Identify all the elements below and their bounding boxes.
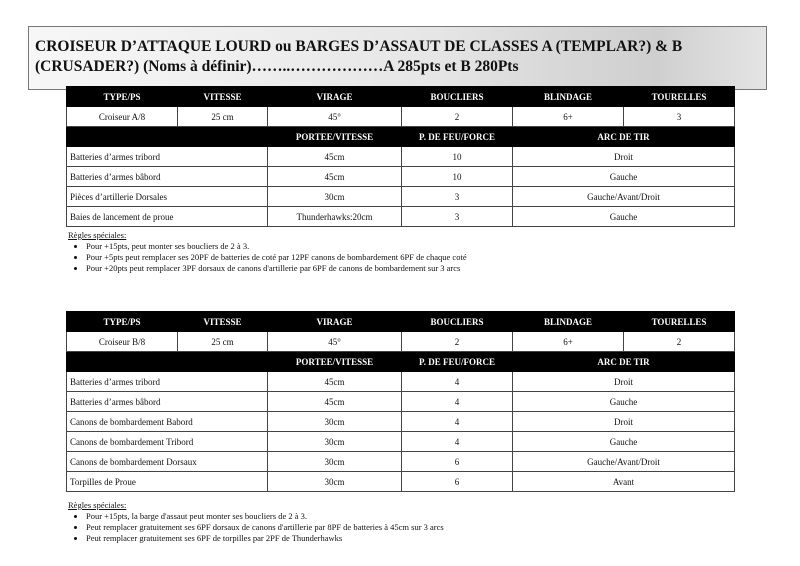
header-turrets: TOURELLES (624, 87, 735, 107)
weapon-firepower: 6 (402, 472, 513, 492)
weapon-name: Canons de bombardement Tribord (67, 432, 268, 452)
ship-a-weapon-header-row (67, 127, 735, 147)
weapon-arc: Gauche/Avant/Droit (513, 452, 735, 472)
weapon-arc: Gauche/Avant/Droit (513, 187, 735, 207)
ship-b-weapon-header-row (67, 352, 735, 372)
weapon-arc: Droit (513, 372, 735, 392)
weapon-row (67, 147, 735, 167)
header-armour: BLINDAGE (513, 312, 624, 332)
weapon-range: 30cm (268, 412, 402, 432)
rule-item: • Peut remplacer gratuitement ses 6PF dorsaux de canons d'artillerie par 8PF de batteries à 45cm sur 3 arcs (86, 522, 444, 533)
header-shields: BOUCLIERS (402, 87, 513, 107)
ship-b-stat-row (67, 332, 735, 352)
header-arc: ARC DE TIR (513, 127, 735, 147)
stat-speed: 25 cm (178, 107, 268, 127)
rules-list (68, 241, 467, 274)
weapon-row (67, 167, 735, 187)
weapon-name: Batteries d’armes bâbord (67, 167, 268, 187)
stat-turrets: 2 (624, 332, 735, 352)
weapon-range: 45cm (268, 147, 402, 167)
weapon-name: Pièces d’artillerie Dorsales (67, 187, 268, 207)
title-line-1: CROISEUR D’ATTAQUE LOURD ou BARGES D’ASSAUT DE CLASSES A (TEMPLAR?) & B (35, 38, 683, 55)
weapon-range: 30cm (268, 187, 402, 207)
header-turn: VIRAGE (268, 312, 402, 332)
weapon-range: 45cm (268, 392, 402, 412)
header-shields: BOUCLIERS (402, 312, 513, 332)
weapon-row (67, 412, 735, 432)
stat-turn: 45° (268, 332, 402, 352)
weapon-name: Batteries d’armes tribord (67, 372, 268, 392)
header-arc: ARC DE TIR (513, 352, 735, 372)
weapon-firepower: 10 (402, 167, 513, 187)
rules-title: Règles spéciales: (68, 230, 127, 240)
weapon-range: 30cm (268, 452, 402, 472)
rule-item: • Pour +15pts, peut monter ses boucliers de 2 à 3. (86, 241, 467, 252)
weapon-arc: Gauche (513, 207, 735, 227)
weapon-row (67, 207, 735, 227)
stat-turn: 45° (268, 107, 402, 127)
weapon-name: Canons de bombardement Babord (67, 412, 268, 432)
stat-type: Croiseur B/8 (67, 332, 178, 352)
rules-title: Règles spéciales: (68, 500, 127, 510)
title-line-2: (CRUSADER?) (Noms à définir)……..………………A 285pts et B 280Pts (35, 58, 519, 75)
stat-armour: 6+ (513, 332, 624, 352)
weapon-row (67, 472, 735, 492)
weapon-firepower: 3 (402, 207, 513, 227)
header-armour: BLINDAGE (513, 87, 624, 107)
weapon-arc: Gauche (513, 167, 735, 187)
weapon-range: 45cm (268, 167, 402, 187)
ship-a-stat-row (67, 107, 735, 127)
header-blank (67, 127, 268, 147)
ship-a-special-rules (68, 230, 467, 274)
stat-type: Croiseur A/8 (67, 107, 178, 127)
ship-b-stat-header-row (67, 312, 735, 332)
ship-b-special-rules (68, 500, 444, 544)
header-firepower: P. DE FEU/FORCE (402, 352, 513, 372)
weapon-row (67, 452, 735, 472)
weapon-arc: Droit (513, 412, 735, 432)
header-firepower: P. DE FEU/FORCE (402, 127, 513, 147)
weapon-name: Batteries d’armes bâbord (67, 392, 268, 412)
weapon-name: Canons de bombardement Dorsaux (67, 452, 268, 472)
rule-item: • Pour +20pts peut remplacer 3PF dorsaux de canons d'artillerie par 6PF de canons de bombardement sur 3 arcs (86, 263, 467, 274)
weapon-firepower: 6 (402, 452, 513, 472)
weapon-name: Baies de lancement de proue (67, 207, 268, 227)
header-turn: VIRAGE (268, 87, 402, 107)
header-range: PORTEE/VITESSE (268, 127, 402, 147)
stat-shields: 2 (402, 332, 513, 352)
weapon-row (67, 392, 735, 412)
weapon-arc: Avant (513, 472, 735, 492)
header-turrets: TOURELLES (624, 312, 735, 332)
header-speed: VITESSE (178, 312, 268, 332)
header-range: PORTEE/VITESSE (268, 352, 402, 372)
weapon-name: Torpilles de Proue (67, 472, 268, 492)
header-type: TYPE/PS (67, 87, 178, 107)
weapon-firepower: 4 (402, 432, 513, 452)
header-blank (67, 352, 268, 372)
weapon-firepower: 10 (402, 147, 513, 167)
stat-speed: 25 cm (178, 332, 268, 352)
weapon-firepower: 4 (402, 392, 513, 412)
ship-b-table (66, 311, 735, 492)
stat-shields: 2 (402, 107, 513, 127)
weapon-arc: Gauche (513, 392, 735, 412)
weapon-row (67, 432, 735, 452)
header-type: TYPE/PS (67, 312, 178, 332)
rule-item: • Peut remplacer gratuitement ses 6PF de torpilles par 2PF de Thunderhawks (86, 533, 444, 544)
ship-a-table (66, 86, 735, 227)
weapon-row (67, 372, 735, 392)
weapon-row (67, 187, 735, 207)
weapon-name: Batteries d’armes tribord (67, 147, 268, 167)
weapon-arc: Gauche (513, 432, 735, 452)
weapon-firepower: 4 (402, 372, 513, 392)
weapon-range: 30cm (268, 432, 402, 452)
weapon-range: 45cm (268, 372, 402, 392)
rules-list (68, 511, 444, 544)
header-speed: VITESSE (178, 87, 268, 107)
ship-a-stat-header-row (67, 87, 735, 107)
rule-item: • Pour +5pts peut remplacer ses 20PF de batteries de coté par 12PF canons de bombardement 6PF de chaque coté (86, 252, 467, 263)
rule-item: • Pour +15pts, la barge d'assaut peut monter ses boucliers de 2 à 3. (86, 511, 444, 522)
weapon-range: 30cm (268, 472, 402, 492)
page-title (35, 37, 760, 77)
weapon-range: Thunderhawks:20cm (268, 207, 402, 227)
weapon-firepower: 3 (402, 187, 513, 207)
weapon-firepower: 4 (402, 412, 513, 432)
weapon-arc: Droit (513, 147, 735, 167)
stat-armour: 6+ (513, 107, 624, 127)
title-banner (28, 26, 767, 90)
stat-turrets: 3 (624, 107, 735, 127)
